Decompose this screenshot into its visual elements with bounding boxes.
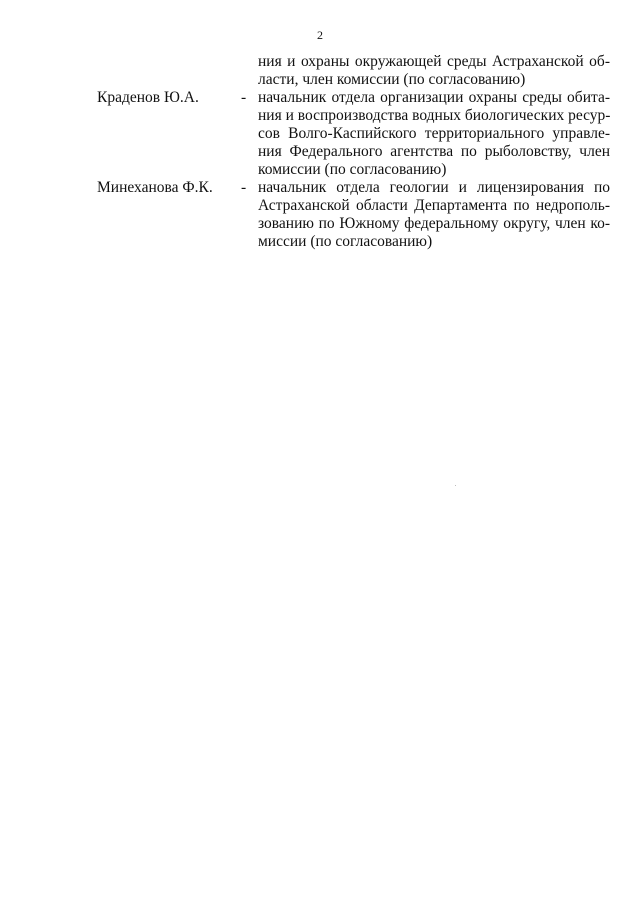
member-entry-kradenov xyxy=(0,89,640,179)
member-dash: - xyxy=(241,89,247,106)
member-entry-continuation xyxy=(0,53,640,89)
description-line: сов Волго-Каспийского территориального управле- xyxy=(258,125,610,142)
description-line: ния и охраны окружающей среды Астраханской об- xyxy=(258,53,610,70)
member-name: Краденов Ю.А. xyxy=(97,89,199,106)
description-line: комиссии (по согласованию) xyxy=(258,161,447,178)
member-description xyxy=(258,179,610,251)
description-line: ния и воспроизводства водных биологических ресур- xyxy=(258,107,611,124)
member-description xyxy=(258,89,610,179)
member-name: Минеханова Ф.К. xyxy=(97,179,213,196)
description-line: Астраханской области Департамента по недрополь- xyxy=(258,197,610,214)
page-number: 2 xyxy=(317,28,323,42)
member-description xyxy=(258,53,610,89)
scan-speck xyxy=(455,485,456,486)
description-line: миссии (по согласованию) xyxy=(258,233,433,250)
description-line: зованию по Южному федеральному округу, член ко- xyxy=(258,215,610,232)
member-entry-minekhanova xyxy=(0,179,640,251)
description-line: ласти, член комиссии (по согласованию) xyxy=(258,71,526,88)
description-line: начальник отдела организации охраны среды обита- xyxy=(258,89,610,106)
description-line: ния Федерального агентства по рыболовству, член xyxy=(258,143,610,160)
commission-member-list xyxy=(0,53,640,251)
member-dash: - xyxy=(241,179,247,196)
description-line: начальник отдела геологии и лицензирования по xyxy=(258,179,610,196)
